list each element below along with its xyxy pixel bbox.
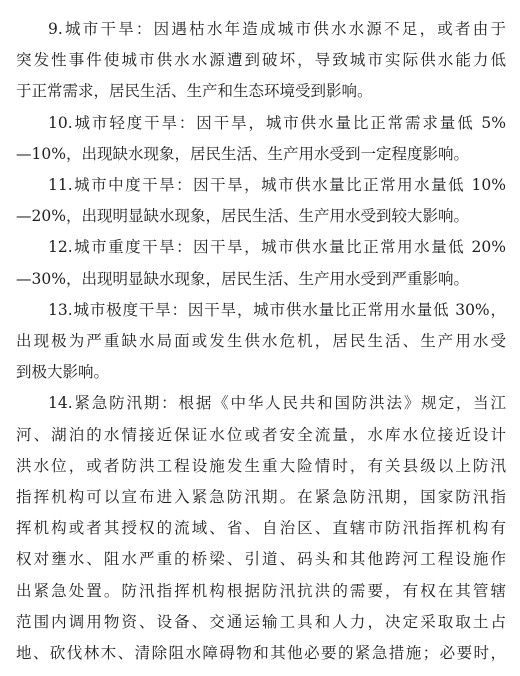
- item-14-line-4: 指挥机构可以宣布进入紧急防汛期。在紧急防汛期，国家防汛指: [16, 488, 506, 506]
- item-10-line-1: 10.城市轻度干旱：因干旱，城市供水量比正常需求量低 5%: [48, 113, 506, 132]
- item-14-line-9: 地、砍伐林木、清除阻水障碍物和其他必要的紧急措施；必要时，: [16, 644, 506, 662]
- item-9-line-2: 突发性事件使城市供水水源遭到破坏，导致城市实际供水能力低: [16, 51, 506, 70]
- item-14-line-7: 出紧急处置。防汛指挥机构根据防汛抗洪的需要，有权在其管辖: [16, 581, 506, 600]
- item-14-line-6: 权对壅水、阻水严重的桥梁、引道、码头和其他跨河工程设施作: [16, 550, 506, 569]
- item-14-line-1: 14.紧急防汛期：根据《中华人民共和国防洪法》规定，当江: [48, 394, 506, 413]
- item-14-line-5: 挥机构或者其授权的流域、省、自治区、直辖市防汛指挥机构有: [16, 519, 506, 538]
- item-9-line-3: 于正常需求，居民生活、生产和生态环境受到影响。: [16, 82, 373, 101]
- item-12-line-1: 12.城市重度干旱：因干旱，城市供水量比正常用水量低 20%: [48, 238, 506, 257]
- item-14-line-2: 河、湖泊的水情接近保证水位或者安全流量，水库水位接近设计: [16, 425, 506, 444]
- item-11-line-2: —20%，出现明显缺水现象，居民生活、生产用水受到较大影响。: [16, 207, 469, 226]
- item-13-line-3: 到极大影响。: [16, 363, 110, 382]
- item-10-line-2: —10%，出现缺水现象，居民生活、生产用水受到一定程度影响。: [16, 144, 469, 163]
- item-13-line-1: 13.城市极度干旱：因干旱，城市供水量比正常用水量低 30%，: [48, 300, 506, 319]
- item-9-line-1: 9.城市干旱：因遇枯水年造成城市供水水源不足，或者由于: [48, 20, 506, 38]
- item-13-line-2: 出现极为严重缺水局面或发生供水危机，居民生活、生产用水受: [16, 332, 506, 350]
- item-14-line-3: 洪水位，或者防洪工程设施发生重大险情时，有关县级以上防汛: [16, 456, 506, 475]
- item-11-line-1: 11.城市中度干旱：因干旱，城市供水量比正常用水量低 10%: [48, 176, 506, 194]
- item-12-line-2: —30%，出现明显缺水现象，居民生活、生产用水受到严重影响。: [16, 269, 469, 288]
- item-14-line-8: 范围内调用物资、设备、交通运输工具和人力，决定采取取土占: [16, 612, 506, 631]
